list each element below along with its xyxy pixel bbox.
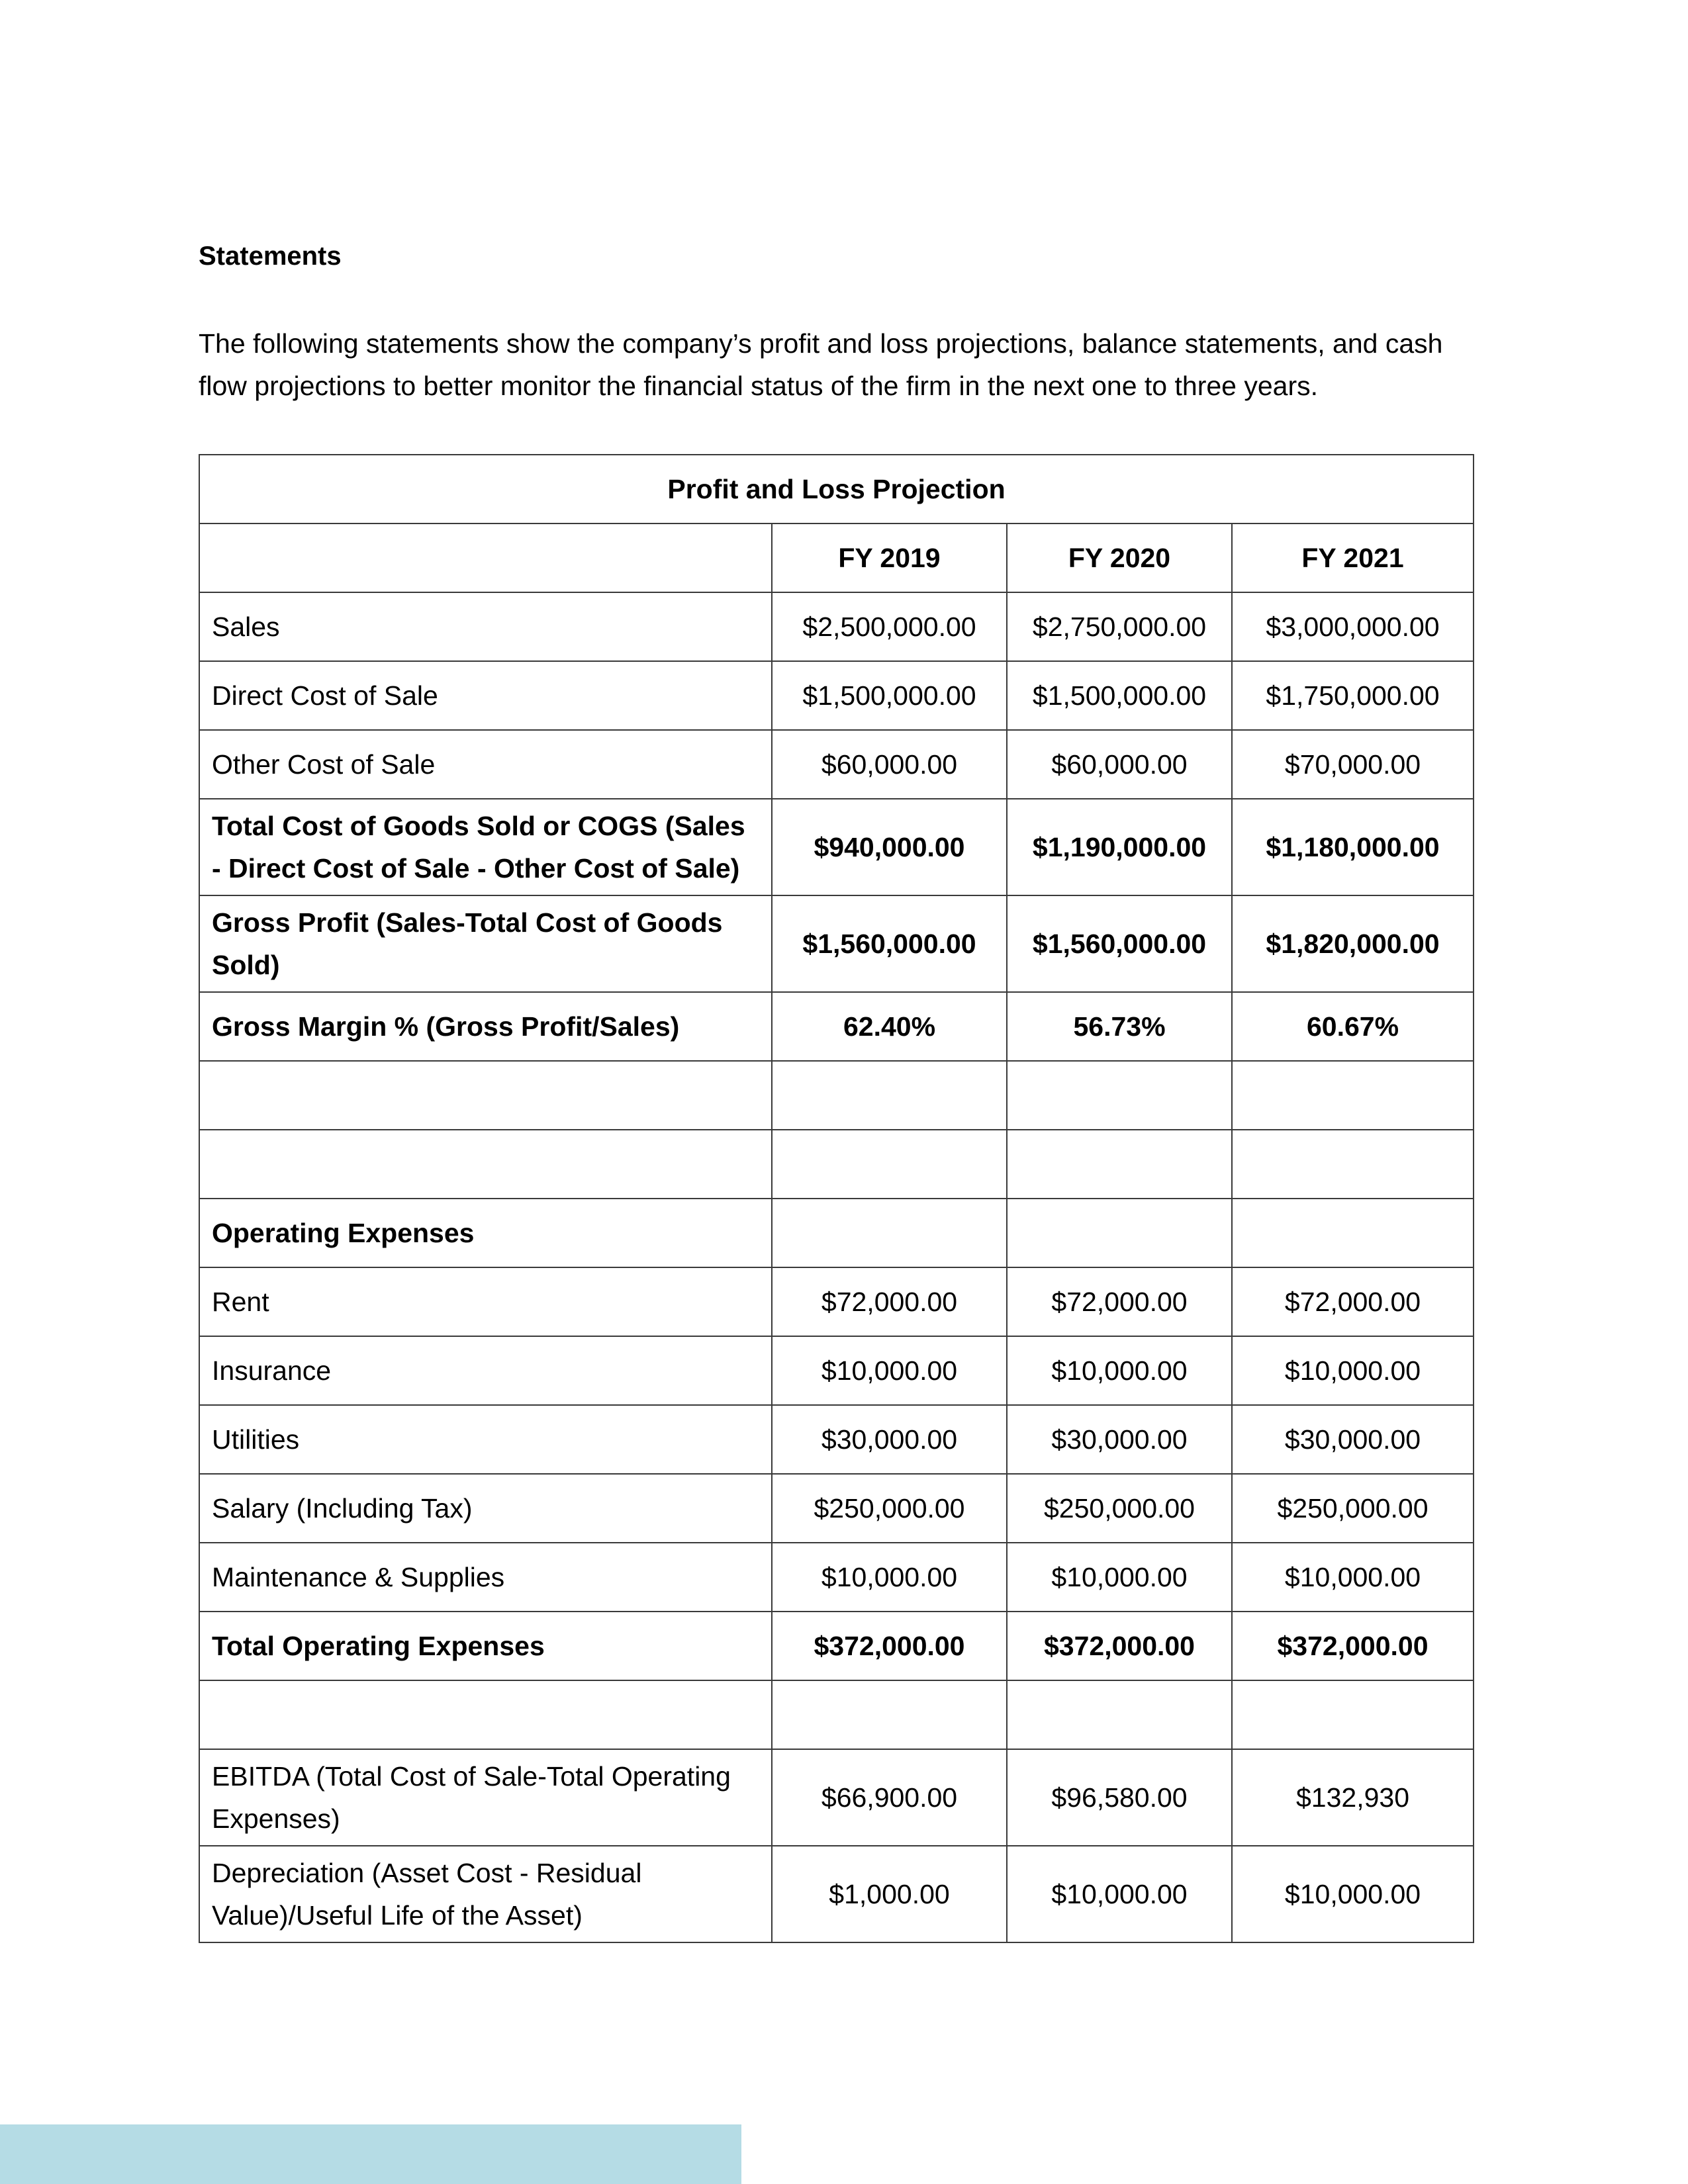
cell-fy2021: $10,000.00 — [1232, 1543, 1474, 1612]
cell-fy2019 — [772, 1061, 1007, 1130]
cell-fy2019 — [772, 1130, 1007, 1199]
cell-fy2021 — [1232, 1130, 1474, 1199]
cell-fy2019 — [772, 1680, 1007, 1749]
cell-fy2019: $30,000.00 — [772, 1405, 1007, 1474]
cell-fy2021: $1,750,000.00 — [1232, 661, 1474, 730]
cell-fy2020: $250,000.00 — [1007, 1474, 1232, 1543]
cell-fy2020: $1,560,000.00 — [1007, 895, 1232, 992]
table-row-sales — [199, 592, 1474, 661]
cell-fy2019: $2,500,000.00 — [772, 592, 1007, 661]
cell-fy2021: $10,000.00 — [1232, 1336, 1474, 1405]
cell-fy2020 — [1007, 1130, 1232, 1199]
table-row-salary — [199, 1474, 1474, 1543]
row-label — [199, 1680, 772, 1749]
row-label: Gross Margin % (Gross Profit/Sales) — [199, 992, 772, 1061]
cell-fy2019: $372,000.00 — [772, 1612, 1007, 1680]
cell-fy2021: $72,000.00 — [1232, 1267, 1474, 1336]
cell-fy2020: $10,000.00 — [1007, 1543, 1232, 1612]
row-label: Insurance — [199, 1336, 772, 1405]
cell-fy2021 — [1232, 1199, 1474, 1267]
cell-fy2021: $250,000.00 — [1232, 1474, 1474, 1543]
section-heading: Statements — [199, 242, 342, 271]
row-label: Operating Expenses — [199, 1199, 772, 1267]
row-label: Salary (Including Tax) — [199, 1474, 772, 1543]
cell-fy2021: $30,000.00 — [1232, 1405, 1474, 1474]
cell-fy2019: $10,000.00 — [772, 1543, 1007, 1612]
table-row-gross-margin — [199, 992, 1474, 1061]
row-label: Sales — [199, 592, 772, 661]
row-label: Utilities — [199, 1405, 772, 1474]
table-row-maintenance — [199, 1543, 1474, 1612]
table-row-rent — [199, 1267, 1474, 1336]
row-label — [199, 1061, 772, 1130]
cell-fy2020: $372,000.00 — [1007, 1612, 1232, 1680]
column-header-fy2019: FY 2019 — [772, 523, 1007, 592]
table-row-total-cogs — [199, 799, 1474, 895]
cell-fy2021: 60.67% — [1232, 992, 1474, 1061]
cell-fy2021: $132,930 — [1232, 1749, 1474, 1846]
table-row-depreciation — [199, 1846, 1474, 1942]
table-row-empty — [199, 1061, 1474, 1130]
footer-accent-band — [0, 2124, 741, 2184]
cell-fy2019: 62.40% — [772, 992, 1007, 1061]
column-header-fy2021: FY 2021 — [1232, 523, 1474, 592]
profit-loss-table — [199, 454, 1474, 1943]
cell-fy2019: $72,000.00 — [772, 1267, 1007, 1336]
intro-paragraph: The following statements show the company’s profit and loss projections, balance statements, and cash flow projections to better monitor the financial status of the firm in the next one to three years. — [199, 328, 1443, 401]
cell-fy2021: $1,180,000.00 — [1232, 799, 1474, 895]
table-row-empty — [199, 1680, 1474, 1749]
cell-fy2020: 56.73% — [1007, 992, 1232, 1061]
table-row-empty — [199, 1130, 1474, 1199]
row-label: Depreciation (Asset Cost - Residual Value)/Useful Life of the Asset) — [199, 1846, 772, 1942]
row-label: Rent — [199, 1267, 772, 1336]
cell-fy2019: $1,000.00 — [772, 1846, 1007, 1942]
row-label: Direct Cost of Sale — [199, 661, 772, 730]
column-header-label — [199, 523, 772, 592]
cell-fy2021 — [1232, 1061, 1474, 1130]
cell-fy2019: $10,000.00 — [772, 1336, 1007, 1405]
cell-fy2019: $1,500,000.00 — [772, 661, 1007, 730]
row-label: Total Operating Expenses — [199, 1612, 772, 1680]
table-row-other-cost — [199, 730, 1474, 799]
cell-fy2019: $250,000.00 — [772, 1474, 1007, 1543]
cell-fy2019: $940,000.00 — [772, 799, 1007, 895]
table-row-gross-profit — [199, 895, 1474, 992]
cell-fy2019 — [772, 1199, 1007, 1267]
cell-fy2021: $10,000.00 — [1232, 1846, 1474, 1942]
cell-fy2019: $60,000.00 — [772, 730, 1007, 799]
row-label: Gross Profit (Sales-Total Cost of Goods Sold) — [199, 895, 772, 992]
table-row-ebitda — [199, 1749, 1474, 1846]
cell-fy2020: $72,000.00 — [1007, 1267, 1232, 1336]
table-title: Profit and Loss Projection — [199, 455, 1474, 523]
cell-fy2021 — [1232, 1680, 1474, 1749]
cell-fy2020: $60,000.00 — [1007, 730, 1232, 799]
row-label: Total Cost of Goods Sold or COGS (Sales - Direct Cost of Sale - Other Cost of Sale) — [199, 799, 772, 895]
cell-fy2020: $30,000.00 — [1007, 1405, 1232, 1474]
row-label — [199, 1130, 772, 1199]
cell-fy2019: $66,900.00 — [772, 1749, 1007, 1846]
cell-fy2020 — [1007, 1061, 1232, 1130]
cell-fy2020 — [1007, 1199, 1232, 1267]
cell-fy2020: $2,750,000.00 — [1007, 592, 1232, 661]
cell-fy2020: $1,500,000.00 — [1007, 661, 1232, 730]
table-row-utilities — [199, 1405, 1474, 1474]
table-row-insurance — [199, 1336, 1474, 1405]
cell-fy2020: $1,190,000.00 — [1007, 799, 1232, 895]
cell-fy2020: $96,580.00 — [1007, 1749, 1232, 1846]
cell-fy2020: $10,000.00 — [1007, 1846, 1232, 1942]
cell-fy2021: $1,820,000.00 — [1232, 895, 1474, 992]
cell-fy2020: $10,000.00 — [1007, 1336, 1232, 1405]
table-row-total-operating-expenses — [199, 1612, 1474, 1680]
cell-fy2019: $1,560,000.00 — [772, 895, 1007, 992]
row-label: EBITDA (Total Cost of Sale-Total Operating Expenses) — [199, 1749, 772, 1846]
cell-fy2021: $70,000.00 — [1232, 730, 1474, 799]
column-header-fy2020: FY 2020 — [1007, 523, 1232, 592]
row-label: Other Cost of Sale — [199, 730, 772, 799]
cell-fy2021: $372,000.00 — [1232, 1612, 1474, 1680]
row-label: Maintenance & Supplies — [199, 1543, 772, 1612]
cell-fy2021: $3,000,000.00 — [1232, 592, 1474, 661]
cell-fy2020 — [1007, 1680, 1232, 1749]
table-row-direct-cost — [199, 661, 1474, 730]
table-row-operating-expenses-header — [199, 1199, 1474, 1267]
